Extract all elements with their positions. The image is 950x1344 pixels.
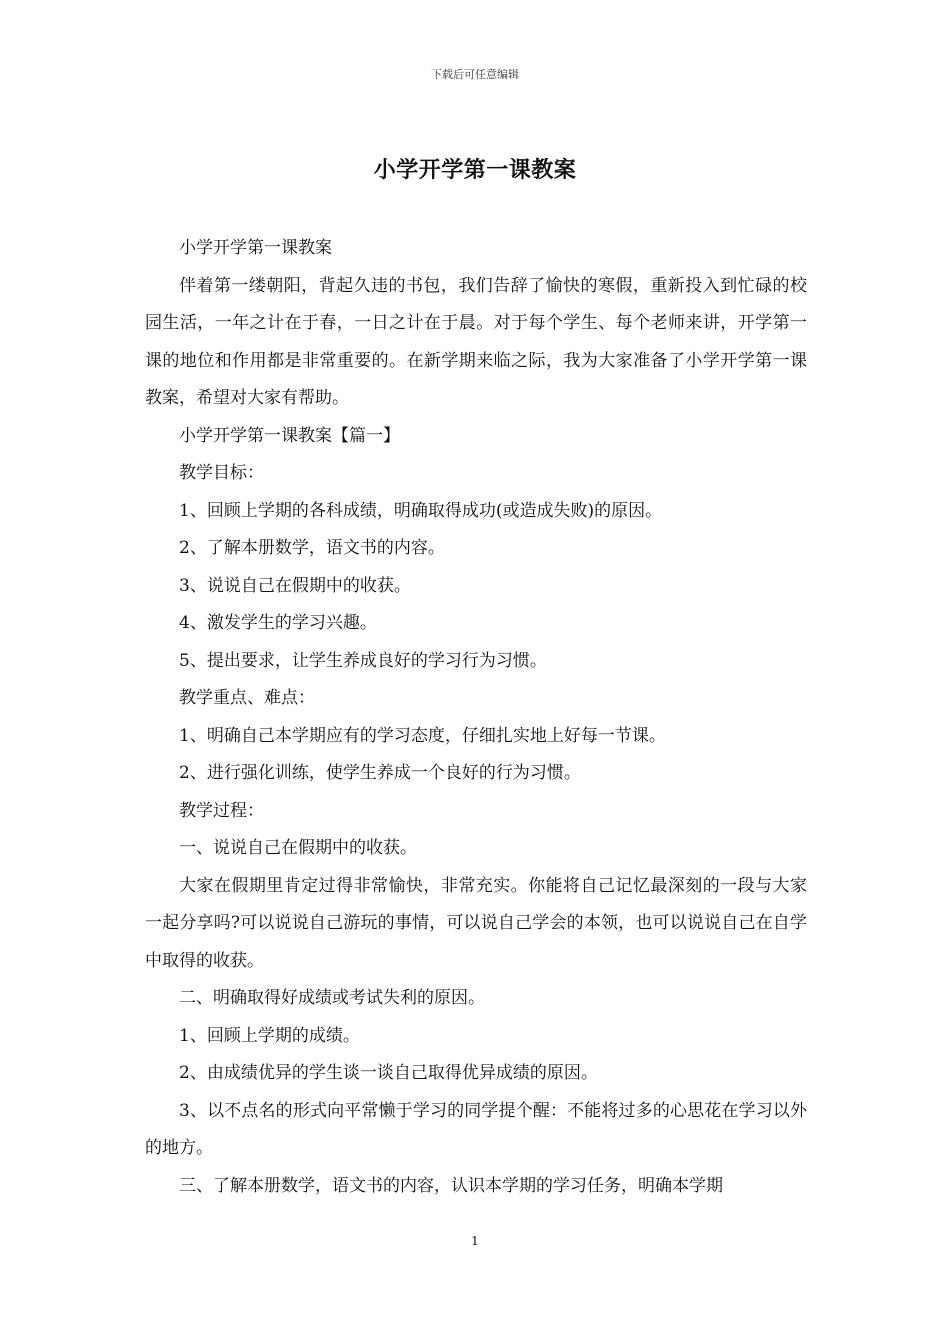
paragraph-step-2-item-3: 3、以不点名的形式向平常懒于学习的同学提个醒：不能将过多的心思花在学习以外的地方。	[145, 1100, 807, 1158]
paragraph-keypoint-2: 2、进行强化训练，使学生养成一个良好的行为习惯。	[179, 763, 581, 783]
paragraph-step-1-body: 大家在假期里肯定过得非常愉快，非常充实。你能将自己记忆最深刻的一段与大家一起分享吗?可以说说自己游玩的事情，可以说自己学会的本领，也可以说说自己在自学中取得的收获。	[145, 875, 807, 971]
page-number: 1	[471, 1234, 479, 1248]
document-body	[145, 230, 807, 1205]
paragraph-keypoint-1: 1、明确自己本学期应有的学习态度，仔细扎实地上好每一节课。	[179, 725, 666, 746]
paragraph-objectives-heading: 教学目标：	[179, 463, 264, 483]
paragraph-keypoints-heading: 教学重点、难点：	[179, 688, 315, 708]
paragraph-section-heading: 小学开学第一课教案【篇一】	[179, 425, 400, 446]
paragraph-objective-4: 4、激发学生的学习兴趣。	[179, 613, 377, 633]
paragraph-objective-1: 1、回顾上学期的各科成绩，明确取得成功(或造成失败)的原因。	[179, 500, 663, 521]
paragraph-objective-5: 5、提出要求，让学生养成良好的学习行为习惯。	[179, 650, 547, 671]
paragraph-step-1-heading: 一、说说自己在假期中的收获。	[179, 838, 417, 858]
paragraph-step-2-heading: 二、明确取得好成绩或考试失利的原因。	[179, 988, 485, 1008]
paragraph-step-3-heading: 三、了解本册数学，语文书的内容，认识本学期的学习任务，明确本学期	[179, 1175, 723, 1196]
paragraph-objective-2: 2、了解本册数学，语文书的内容。	[179, 538, 445, 558]
paragraph-subtitle: 小学开学第一课教案	[179, 238, 332, 258]
document-title: 小学开学第一课教案	[373, 157, 577, 183]
paragraph-step-2-item-1: 1、回顾上学期的成绩。	[179, 1025, 360, 1046]
paragraph-step-2-item-2: 2、由成绩优异的学生谈一谈自己取得优异成绩的原因。	[179, 1063, 598, 1083]
header-note: 下载后可任意编辑	[431, 68, 519, 81]
paragraph-intro: 伴着第一缕朝阳，背起久违的书包，我们告辞了愉快的寒假，重新投入到忙碌的校园生活，一年之计在于春，一日之计在于晨。对于每个学生、每个老师来讲，开学第一课的地位和作用都是非常重要的。在新学期来临之际，我为大家准备了小学开学第一课教案，希望对大家有帮助。	[145, 275, 807, 408]
paragraph-process-heading: 教学过程：	[179, 800, 264, 821]
paragraph-objective-3: 3、说说自己在假期中的收获。	[179, 575, 411, 596]
